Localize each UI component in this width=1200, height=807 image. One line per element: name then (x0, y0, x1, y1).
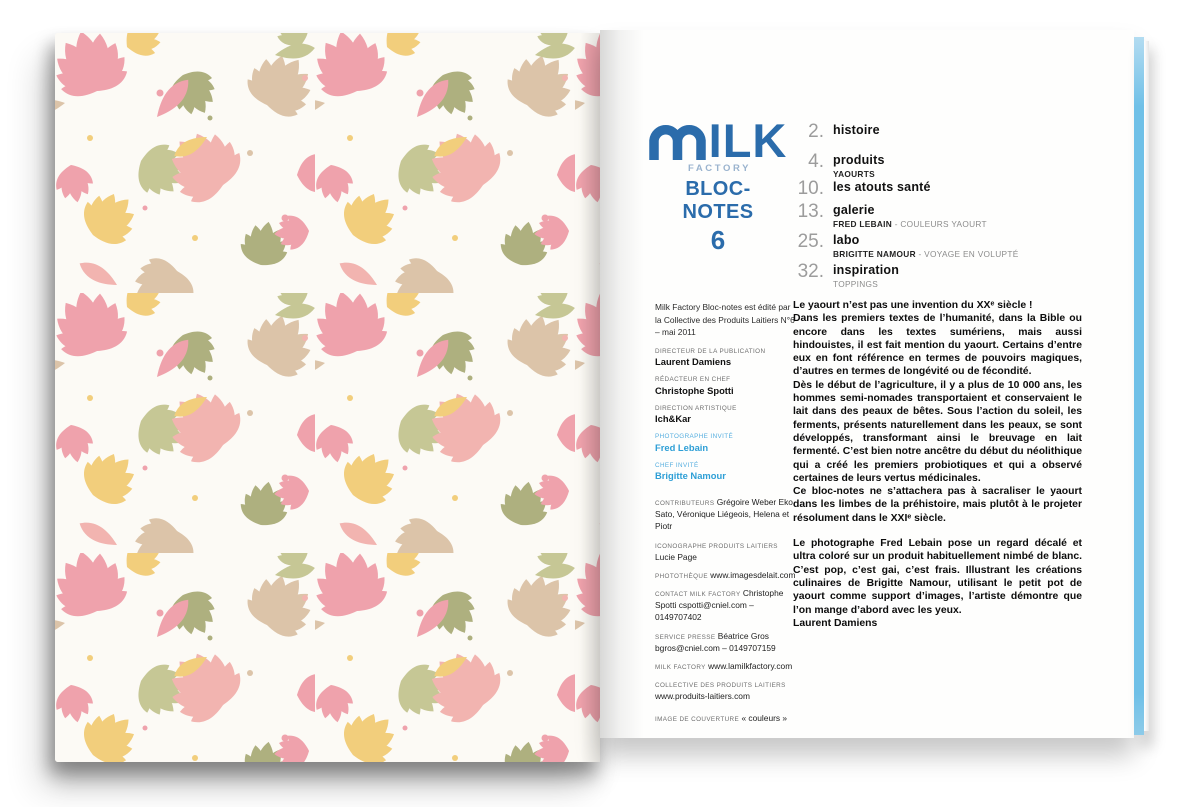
credit-contributeurs: CONTRIBUTEURS Grégoire Weber Eko Sato, Véronique Liégeois, Helena et Piotr (655, 497, 793, 532)
credits-column (655, 301, 796, 732)
credit-role-photographe: PHOTOGRAPHE INVITÉ Fred Lebain (655, 433, 734, 453)
credit-couverture: IMAGE DE COUVERTURE « couleurs » (655, 713, 788, 724)
editorial-paragraph: Dans les premiers textes de l’humanité, dans la Bible ou encore dans les textes sumériens, mais aussi hindouistes, il est fait mention du yaourt. Certains d’entre eux en font référence en termes de pouvoirs magiques, d’autres en termes de longévité ou de fécondité. (793, 313, 1082, 378)
toc-item-histoire (768, 123, 1019, 140)
toc-page-number: 25. (797, 231, 824, 252)
right-page (600, 30, 1149, 738)
toc-item-atouts-sante (768, 180, 1019, 197)
edition-note: Milk Factory Bloc-notes est édité par la Collective des Produits Laitiers N°6 – mai 2011 (655, 302, 795, 338)
editorial-paragraph: Ce bloc-notes ne s’attachera pas à sacraliser le yaourt dans les limbes de la préhistoire, mais plutôt à le projeter résolument dans le XXIᵉ siècle. (793, 486, 1082, 524)
milk-m-icon (649, 120, 706, 160)
credit-milkfactory-site: MILK FACTORY www.lamilkfactory.com (655, 661, 793, 672)
credit-role-redacteur: RÉDACTEUR EN CHEF Christophe Spotti (655, 376, 734, 396)
logo-factory-text: FACTORY (687, 163, 752, 174)
toc-item-galerie: 13. galerie FRED LEBAIN - COULEURS YAOURT (768, 203, 1019, 230)
toc-item-produits: 4. produits YAOURTS (768, 153, 1019, 180)
toc-page-number: 10. (797, 178, 824, 199)
toc-title: histoire (833, 123, 880, 137)
editorial-paragraph: Dès le début de l’agriculture, il y a plus de 10 000 ans, les hommes semi-nomades transportaient et conservaient le lait dans des peaux de bêtes. Sous l’action du soleil, les ferments, présents naturellement dans les peaux, se sont développés, transformant ainsi le breuvage en lait fermenté. C’est bien notre ancêtre du début du néolithique qui a créé les premiers probiotiques et qui a observé certaines de leurs vertus médicinales. (793, 379, 1082, 484)
toc-title: produits (833, 153, 885, 167)
toc-item-inspiration: 32. inspiration TOPPINGS (768, 263, 1019, 290)
credit-presse: SERVICE PRESSE Béatrice Gros bgros@cniel.com – 0149707159 (655, 630, 776, 653)
credit-collective-site: COLLECTIVE DES PRODUITS LAITIERS www.produits-laitiers.com (655, 682, 786, 702)
toc-page-number: 2. (808, 121, 824, 142)
right-page-surface (600, 30, 1134, 738)
toc-page-number: 32. (797, 261, 824, 282)
toc-page-number: 13. (797, 201, 824, 222)
blue-page-edge (1134, 37, 1144, 735)
editorial-signature: Laurent Damiens (793, 617, 878, 629)
toc-title: les atouts santé (833, 180, 931, 194)
toc-item-labo: 25. labo BRIGITTE NAMOUR - VOYAGE EN VOLUPTÉ (768, 233, 1019, 260)
logo-ilk-text: ILK (708, 114, 788, 167)
credit-iconographe: ICONOGRAPHE PRODUITS LAITIERS Lucie Page (655, 542, 778, 562)
credits-info-list (655, 497, 796, 725)
table-of-contents (768, 123, 1019, 290)
editorial-paragraph: Le yaourt n’est pas une invention du XXᵉ siècle ! (793, 300, 1033, 311)
issue-number: 6 (710, 225, 726, 255)
toc-page-number: 4. (808, 151, 824, 172)
editorial-text (793, 299, 1082, 630)
toc-title: inspiration (833, 263, 900, 277)
editorial-paragraph: Le photographe Fred Lebain pose un regard décalé et ultra coloré sur un produit habituellement nimbé de blanc. C’est pop, c’est gai, c’est frais. Illustrant les créations culinaires de Brigitte Namour, utilisant le petit pot de yaourt comme support d’images, l’artiste démontre que l’on mange d’abord avec les yeux. (793, 538, 1082, 616)
logo-series-text: BLOC-NOTES (682, 178, 754, 223)
credit-role-directeur: DIRECTEUR DE LA PUBLICATION Laurent Damiens (655, 347, 766, 368)
credit-contact: CONTACT MILK FACTORY Christophe Spotti cspotti@cniel.com – 0149707402 (655, 588, 784, 623)
credit-phototheque: PHOTOTHÈQUE www.imagesdelait.com (655, 569, 796, 580)
milk-factory-logo (655, 114, 788, 256)
floral-pattern-illustration (55, 33, 600, 762)
credit-role-chef: CHEF INVITÉ Brigitte Namour (655, 461, 726, 482)
page-stack-edge (1144, 41, 1149, 731)
left-page (55, 33, 600, 762)
toc-title: galerie (833, 203, 875, 217)
toc-title: labo (833, 233, 860, 247)
logo-milk-wordmark (655, 114, 788, 167)
credit-role-direction-artistique: DIRECTION ARTISTIQUE Ich&Kar (655, 404, 737, 425)
